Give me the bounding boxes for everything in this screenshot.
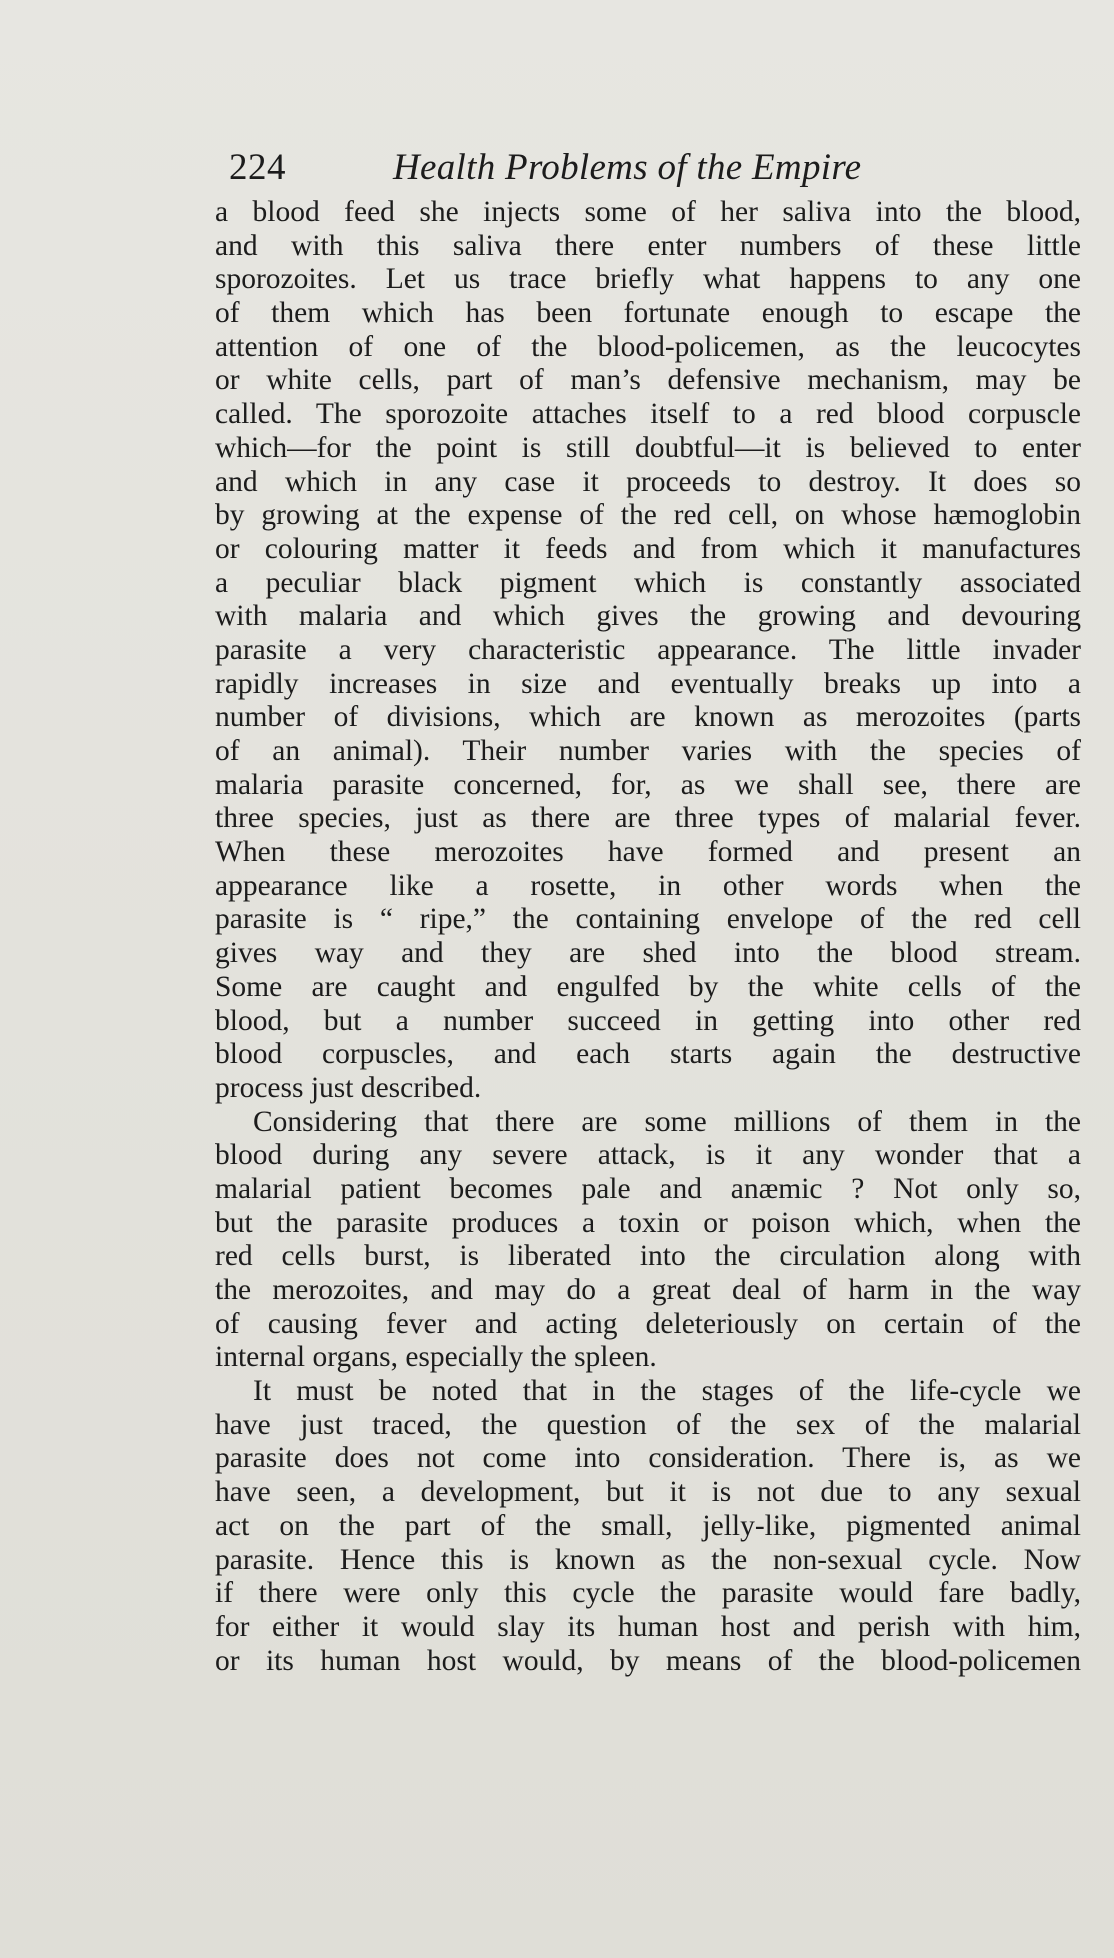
text-line: three species, just as there are three types of malarial fever.: [215, 802, 1081, 835]
text-line: Considering that there are some millions of them in the: [253, 1105, 1081, 1138]
text-line: blood, but a number succeed in getting into other red: [215, 1004, 1081, 1037]
text-line: number of divisions, which are known as merozoites (parts: [215, 701, 1081, 734]
text-line: malarial patient becomes pale and anæmic ? Not only so,: [215, 1172, 1081, 1205]
text-line: sporozoites. Let us trace briefly what happens to any one: [215, 263, 1081, 296]
running-title: Health Problems of the Empire: [393, 147, 862, 188]
text-line: a peculiar black pigment which is constantly associated: [215, 566, 1081, 599]
text-line: act on the part of the small, jelly-like, pigmented animal: [215, 1509, 1081, 1542]
text-line: of an animal). Their number varies with the species of: [215, 735, 1081, 767]
text-line: called. The sporozoite attaches itself to a red blood corpuscle: [215, 398, 1081, 431]
text-line: rapidly increases in size and eventually breaks up into a: [215, 667, 1081, 700]
text-line: malaria parasite concerned, for, as we shall see, there are: [215, 768, 1081, 801]
text-line: red cells burst, is liberated into the circulation along with: [215, 1240, 1081, 1273]
text-line: blood during any severe attack, is it any wonder that a: [215, 1139, 1081, 1172]
text-line: have just traced, the question of the sex of the malarial: [215, 1408, 1081, 1441]
text-line: and which in any case it proceeds to destroy. It does so: [215, 465, 1081, 498]
text-line: internal organs, especially the spleen.: [215, 1341, 657, 1374]
text-line: by growing at the expense of the red cell, on whose hæmoglobin: [215, 499, 1081, 532]
text-line: and with this saliva there enter numbers of these little: [215, 229, 1081, 262]
running-head: [229, 140, 929, 196]
text-line: if there were only this cycle the parasite would fare badly,: [215, 1577, 1081, 1610]
text-line: of causing fever and acting deleteriously on certain of the: [215, 1307, 1081, 1340]
text-line: or white cells, part of man’s defensive mechanism, may be: [215, 364, 1081, 397]
text-line: a blood feed she injects some of her saliva into the blood,: [215, 196, 1081, 228]
text-line: parasite a very characteristic appearance. The little invader: [215, 633, 1081, 666]
text-line: which—for the point is still doubtful—it is believed to enter: [215, 431, 1081, 464]
text-line: for either it would slay its human host and perish with him,: [215, 1610, 1081, 1643]
text-line: or its human host would, by means of the blood-policemen: [215, 1644, 1081, 1677]
text-line: gives way and they are shed into the blood stream.: [215, 937, 1081, 970]
page-number: 224: [229, 147, 286, 188]
body-text: [215, 196, 1081, 1678]
text-line: blood corpuscles, and each starts again the destructive: [215, 1038, 1081, 1071]
text-line: the merozoites, and may do a great deal of harm in the way: [215, 1274, 1081, 1306]
text-line: parasite. Hence this is known as the non-sexual cycle. Now: [215, 1543, 1081, 1576]
text-line: parasite does not come into consideration. There is, as we: [215, 1442, 1081, 1475]
text-line: with malaria and which gives the growing and devouring: [215, 600, 1081, 633]
text-line: When these merozoites have formed and present an: [215, 836, 1081, 869]
text-line: appearance like a rosette, in other words when the: [215, 869, 1081, 902]
text-line: It must be noted that in the stages of the life-cycle we: [253, 1375, 1081, 1408]
text-line: or colouring matter it feeds and from which it manufactures: [215, 532, 1081, 565]
text-line: have seen, a development, but it is not due to any sexual: [215, 1476, 1081, 1509]
text-line: Some are caught and engulfed by the white cells of the: [215, 970, 1081, 1003]
text-line: of them which has been fortunate enough to escape the: [215, 297, 1081, 330]
text-line: process just described.: [215, 1071, 482, 1104]
text-line: but the parasite produces a toxin or poison which, when the: [215, 1206, 1081, 1239]
text-line: parasite is “ ripe,” the containing envelope of the red cell: [215, 903, 1081, 936]
text-line: attention of one of the blood-policemen, as the leucocytes: [215, 330, 1081, 363]
